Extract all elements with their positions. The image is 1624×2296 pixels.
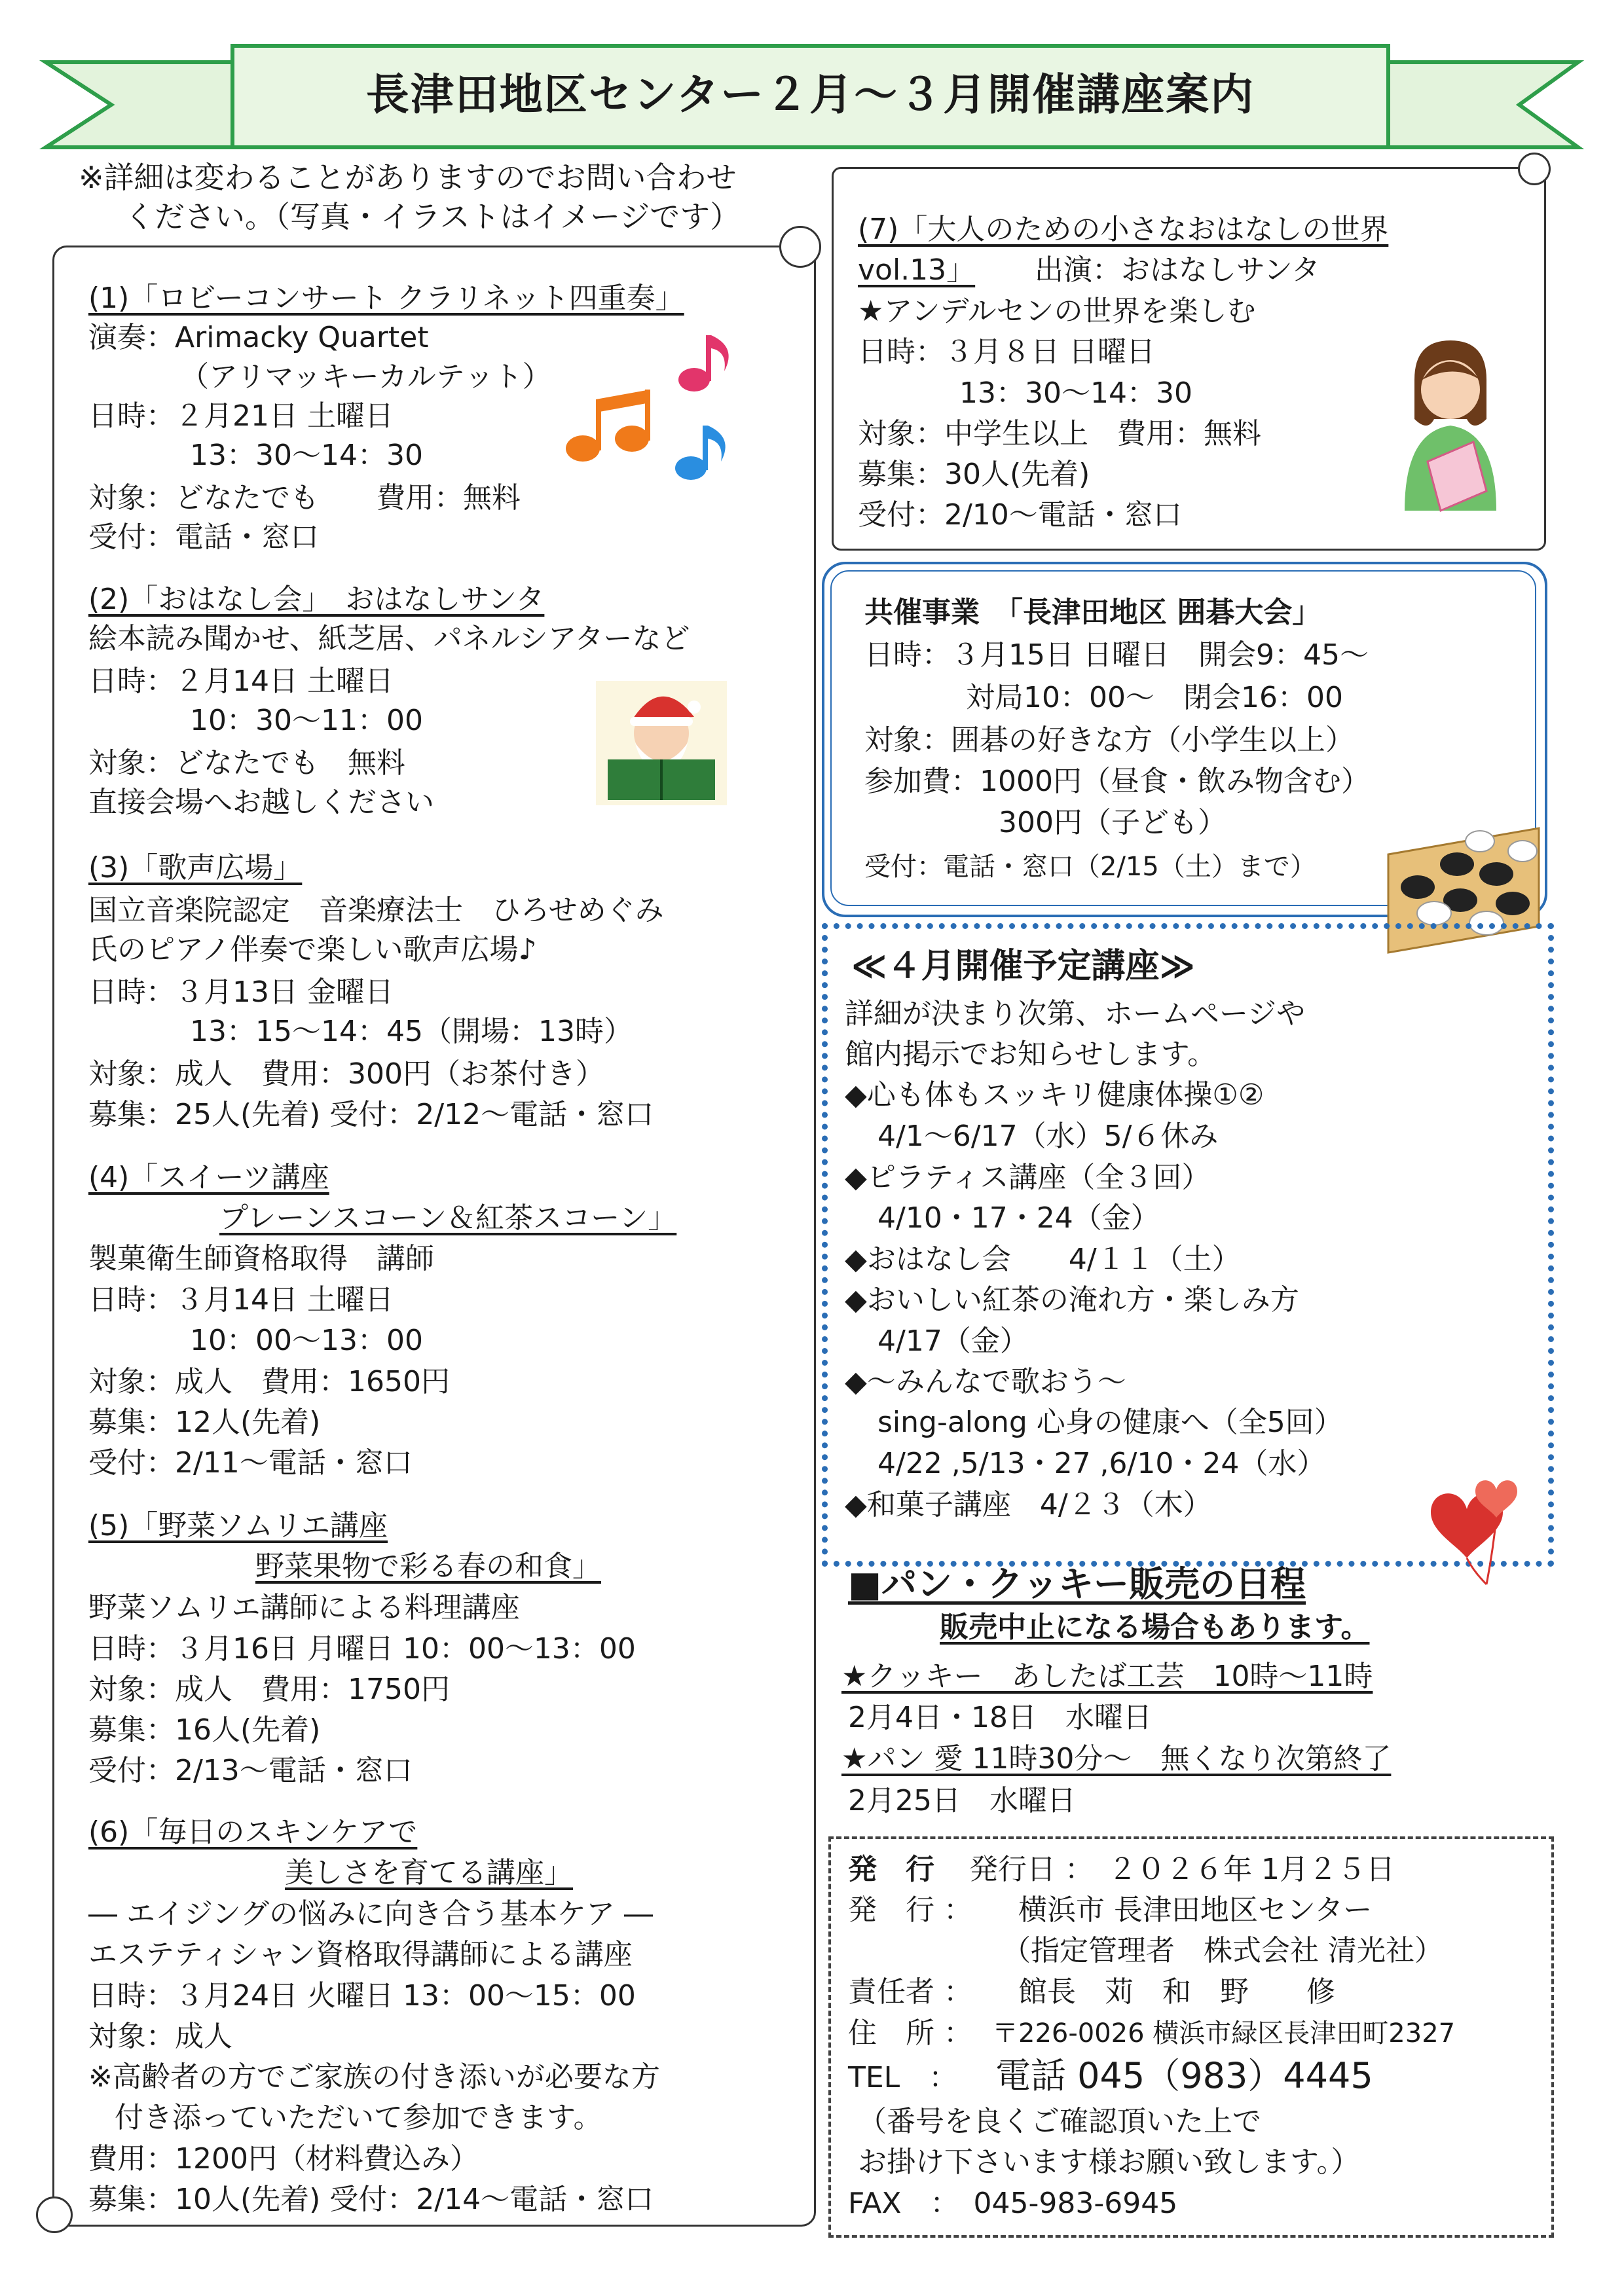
publisher-address-label: 住 所 ： [848, 2016, 972, 2050]
course5-description: 野菜ソムリエ講師による料理講座 [88, 1591, 520, 1624]
course3-date: 日時：３月13日 金曜日 [88, 975, 394, 1009]
course7-reception: 受付：2/10～電話・窓口 [858, 498, 1182, 532]
april-item-5-detail: sing-along 心身の健康へ（全5回） [877, 1406, 1343, 1439]
course7-performer: 出演：おはなしサンタ [1035, 253, 1321, 287]
notice-line-2: ください。（写真・イラストはイメージです） [124, 199, 741, 234]
go-reception: 受付：電話・窓口（2/15（土）まで） [864, 852, 1316, 882]
publisher-date: 発行日 ： ２０２６年 1月２５日 [969, 1853, 1395, 1886]
course5-recruit: 募集：16人(先着) [88, 1713, 321, 1747]
publisher-tel-label: TEL ： [848, 2061, 958, 2094]
go-heading: 共催事業 「長津田地区 囲碁大会」 [864, 596, 1321, 629]
april-item-1-date: 4/1～6/17（水）5/６休み [877, 1120, 1219, 1153]
course6-fee: 費用：1200円（材料費込み） [88, 2142, 479, 2176]
heart-balloons-icon [1428, 1476, 1526, 1588]
course4-heading-2: プレーンスコーン＆紅茶スコーン」 [219, 1201, 677, 1235]
april-item-4-date: 4/17（金） [877, 1324, 1029, 1358]
course4-target: 対象：成人 費用：1650円 [88, 1365, 450, 1398]
course6-note-1: ※高齢者の方でご家族の付き添いが必要な方 [88, 2060, 660, 2094]
course7-theme: ★アンデルセンの世界を楽しむ [858, 295, 1256, 328]
go-date: 日時：３月15日 日曜日 開会9：45～ [864, 638, 1369, 672]
april-item-5: ◆～みんなで歌おう～ [845, 1365, 1126, 1398]
april-heading: ≪４月開催予定講座≫ [851, 947, 1195, 986]
course6-recruit: 募集：10人(先着) 受付：2/14～電話・窓口 [88, 2183, 654, 2216]
course4-date: 日時：３月14日 土曜日 [88, 1283, 394, 1317]
course2-description: 絵本読み聞かせ、紙芝居、パネルシアターなど [88, 622, 690, 655]
publisher-address: 〒226-0026 横浜市緑区長津田町2327 [992, 2018, 1456, 2049]
music-notes-icon [563, 327, 760, 498]
course1-reception: 受付：電話・窓口 [88, 520, 319, 554]
course5-date: 日時：３月16日 月曜日 10：00～13：00 [88, 1632, 636, 1666]
course6-note-2: 付き添っていただいて参加できます。 [115, 2101, 602, 2134]
course6-heading-2: 美しさを育てる講座」 [285, 1856, 573, 1889]
course7-target: 対象：中学生以上 費用：無料 [858, 417, 1261, 450]
bread-subheading: 販売中止になる場合もあります。 [940, 1611, 1370, 1644]
course3-description: 氏のピアノ伴奏で楽しい歌声広場♪ [88, 933, 537, 966]
page-title: 長津田地区センター２月～３月開催講座案内 [365, 69, 1255, 120]
course1-target: 対象：どなたでも 費用：無料 [88, 481, 521, 515]
course5-reception: 受付：2/13～電話・窓口 [88, 1754, 413, 1787]
bread-bread-line: ★パン 愛 11時30分～ 無くなり次第終了 [841, 1742, 1392, 1776]
april-item-4: ◆おいしい紅茶の淹れ方・楽しみ方 [845, 1283, 1299, 1317]
course1-heading: (1)「ロビーコンサート クラリネット四重奏」 [88, 282, 684, 315]
go-target: 対象：囲碁の好きな方（小学生以上） [864, 723, 1354, 757]
april-item-3: ◆おはなし会 4/１１（土） [845, 1243, 1241, 1276]
publisher-fax: FAX ： 045-983-6945 [848, 2187, 1178, 2220]
april-intro-1: 詳細が決まり次第、ホームページや [845, 997, 1306, 1030]
notice-line-1: ※詳細は変わることがありますのでお問い合わせ [79, 160, 737, 195]
course7-heading-2: vol.13」 [858, 253, 976, 287]
publisher-issuer: 横浜市 長津田地区センター [1018, 1893, 1373, 1927]
course6-heading-1: (6)「毎日のスキンケアで [88, 1815, 418, 1849]
course7-time: 13：30～14：30 [959, 376, 1192, 410]
go-fee: 参加費：1000円（昼食・飲み物含む） [864, 765, 1370, 798]
april-item-2: ◆ピラティス講座（全３回） [845, 1161, 1211, 1194]
bread-cookie-date: 2月4日・18日 水曜日 [848, 1701, 1152, 1734]
course2-time: 10：30～11：00 [190, 704, 423, 737]
course4-heading-1: (4)「スイーツ講座 [88, 1161, 329, 1194]
course4-reception: 受付：2/11～電話・窓口 [88, 1446, 413, 1480]
publisher-note-1: （番号を良くご確認頂いた上で [858, 2105, 1261, 2138]
course2-note: 直接会場へお越しください [88, 786, 434, 819]
go-fee-child: 300円（子ども） [999, 806, 1227, 839]
publisher-label: 発 行 [848, 1853, 934, 1886]
bread-cookie-line: ★クッキー あしたば工芸 10時～11時 [841, 1660, 1373, 1693]
course1-performer: 演奏：Arimacky Quartet [88, 321, 429, 354]
course7-date: 日時：３月８日 日曜日 [858, 335, 1155, 369]
publisher-chief: 館長 苅 和 野 修 [1018, 1975, 1335, 2009]
course4-time: 10：00～13：00 [190, 1324, 423, 1357]
scroll-roll-top [779, 226, 821, 268]
april-item-2-date: 4/10・17・24（金） [877, 1201, 1160, 1235]
course1-date: 日時：２月21日 土曜日 [88, 399, 394, 433]
course6-instructor: エステティシャン資格取得講師による講座 [88, 1938, 633, 1971]
scroll-roll-bottom [36, 2196, 73, 2233]
bread-heading: ■パン・クッキー販売の日程 [848, 1563, 1306, 1605]
course6-date: 日時：３月24日 火曜日 13：00～15：00 [88, 1979, 636, 2013]
course1-performer-kana: （アリマッキーカルテット） [180, 360, 551, 393]
right-scroll-roll [1518, 153, 1551, 185]
publisher-note-2: お掛け下さいます様お願い致します。） [858, 2145, 1360, 2179]
course5-heading-2: 野菜果物で彩る春の和食」 [255, 1550, 601, 1583]
april-item-1: ◆心も体もスッキリ健康体操①② [845, 1078, 1264, 1112]
course2-heading: (2)「おはなし会」 おはなしサンタ [88, 583, 545, 616]
course3-target: 対象：成人 費用：300円（お茶付き） [88, 1057, 604, 1091]
santa-reading-icon [596, 681, 727, 805]
publisher-tel: 電話 045（983）4445 [995, 2055, 1373, 2096]
april-item-6: ◆和菓子講座 4/２３（木） [845, 1488, 1212, 1522]
course3-heading: (3)「歌声広場」 [88, 851, 303, 884]
april-item-5-date: 4/22 ,5/13・27 ,6/10・24（水） [877, 1447, 1326, 1480]
bread-bread-date: 2月25日 水曜日 [848, 1784, 1076, 1817]
course6-target: 対象：成人 [88, 2020, 232, 2053]
woman-reading-icon [1388, 340, 1506, 511]
course3-recruit: 募集：25人(先着) 受付：2/12～電話・窓口 [88, 1098, 654, 1131]
publisher-manager: （指定管理者 株式会社 清光社） [1002, 1934, 1443, 1967]
publisher-issuer-label: 発 行 ： [848, 1893, 972, 1927]
course3-instructor: 国立音楽院認定 音楽療法士 ひろせめぐみ [88, 894, 664, 927]
course2-date: 日時：２月14日 土曜日 [88, 665, 394, 698]
course1-time: 13：30～14：30 [190, 439, 423, 472]
april-intro-2: 館内掲示でお知らせします。 [845, 1038, 1217, 1071]
course2-target: 対象：どなたでも 無料 [88, 746, 405, 780]
course3-time: 13：15～14：45（開場：13時） [190, 1015, 633, 1048]
course7-recruit: 募集：30人(先着) [858, 458, 1090, 491]
go-match-time: 対局10：00～ 閉会16：00 [966, 681, 1343, 714]
course4-instructor: 製菓衛生師資格取得 講師 [88, 1242, 434, 1275]
course5-heading-1: (5)「野菜ソムリエ講座 [88, 1509, 388, 1542]
course7-heading-1: (7)「大人のための小さなおはなしの世界 [858, 213, 1389, 246]
publisher-chief-label: 責任者 ： [848, 1975, 972, 2009]
course5-target: 対象：成人 費用：1750円 [88, 1673, 450, 1706]
course4-recruit: 募集：12人(先着) [88, 1406, 321, 1439]
course6-subtitle: ― エイジングの悩みに向き合う基本ケア ― [88, 1897, 653, 1931]
